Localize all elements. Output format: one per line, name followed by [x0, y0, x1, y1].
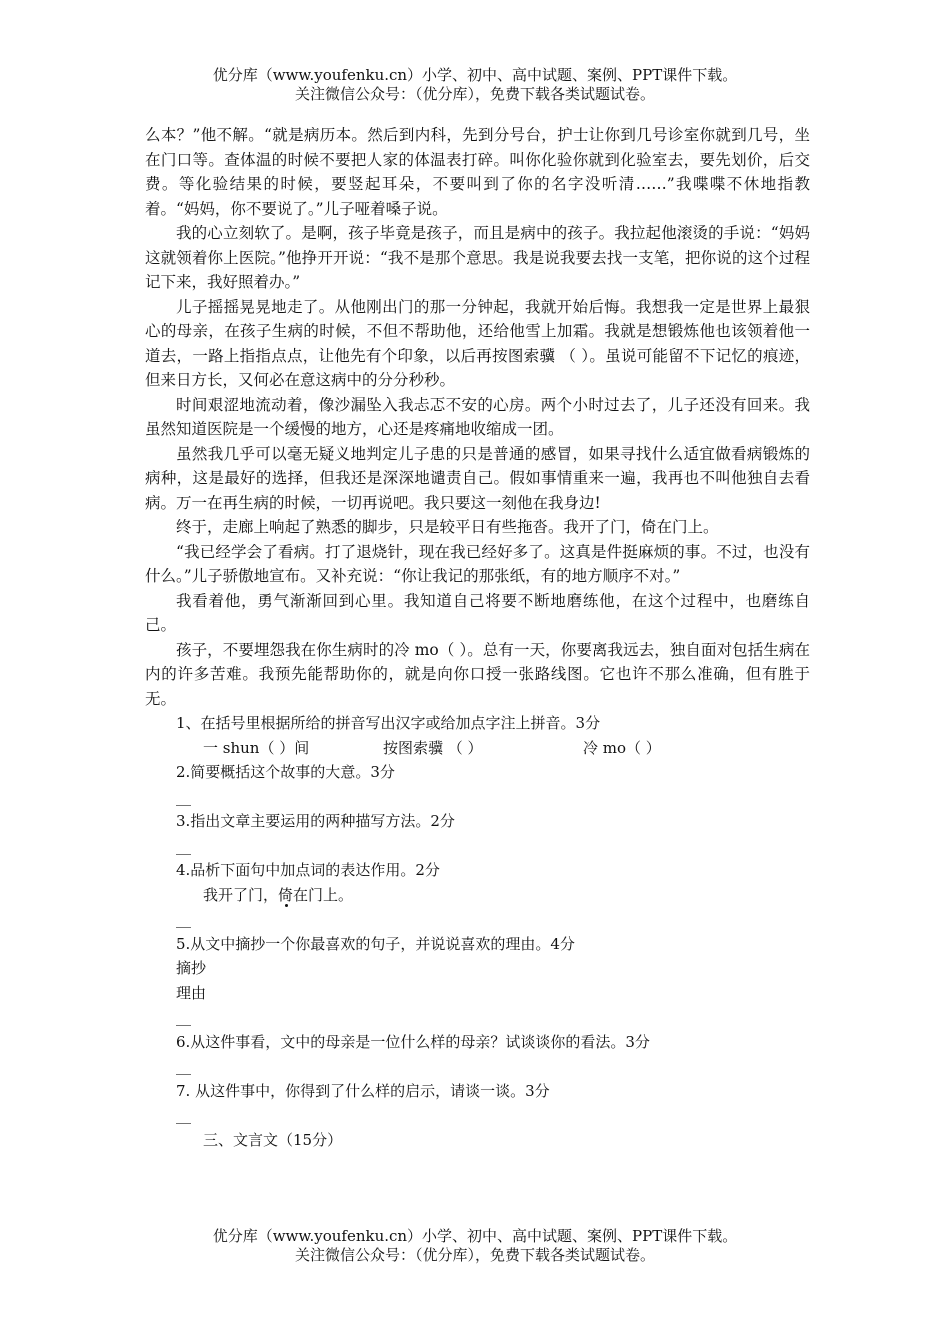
q1-item-shun: 一 shun（ ）间 — [203, 738, 310, 757]
q4-sentence-part: 我开了门， — [203, 885, 279, 904]
paragraph-7: “我已经学会了看病。打了退烧针，现在我已经好多了。这真是件挺麻烦的事。不过，也没有什么。”儿子骄傲地宣布。又补充说：“你让我记的那张纸，有的地方顺序不对。” — [145, 542, 810, 585]
answer-line: __ — [176, 910, 191, 928]
q1-item-ji: 按图索骥 （ ） — [383, 738, 483, 757]
footer-line-2: 关注微信公众号：（优分库），免费下载各类试题试卷。 — [294, 1246, 655, 1264]
paragraph-5: 虽然我几乎可以毫无疑义地判定儿子患的只是普通的感冒，如果寻找什么适宜做看病锻炼的病种，这是最好的选择，但我还是深深地谴责自己。假如事情重来一遍，我再也不叫他独自去看病。万一在再生病的时候，一切再说吧。我只要这一刻他在我身边! — [145, 444, 810, 512]
question-2: 2.简要概括这个故事的大意。3分 — [176, 763, 395, 781]
paragraph-2: 我的心立刻软了。是啊，孩子毕竟是孩子，而且是病中的孩子。我拉起他滚烫的手说：“妈妈这就领着你上医院。”他挣开开说：“我不是那个意思。我是说我要去找一支笔，把你说的这个过程记下来，我好照着办。” — [145, 224, 810, 291]
question-4-sentence — [145, 883, 810, 908]
section-3-heading: 三、文言文（15分） — [203, 1130, 343, 1149]
question-7: 7. 从这件事中，你得到了什么样的启示，请谈一谈。3分 — [176, 1081, 550, 1100]
q4-dotted-word: 倚 — [278, 885, 294, 904]
paragraph-4: 时间艰涩地流动着，像沙漏坠入我忐忑不安的心房。两个小时过去了，儿子还没有回来。我虽然知道医院是一个缓慢的地方，心还是疼痛地收缩成一团。 — [145, 395, 810, 438]
q1-item-mo: 冷 mo（ ） — [583, 738, 661, 757]
header-line-1: 优分库（www.youfenku.cn）小学、初中、高中试题、案例、PPT课件下载。 — [212, 66, 738, 84]
question-4: 4.品析下面句中加点词的表达作用。2分 — [176, 861, 440, 879]
answer-line: __ — [176, 787, 191, 806]
paragraph-1: 么本？”他不解。“就是病历本。然后到内科，先到分号台，护士让你到几号诊室你就到几号，坐在门口等。查体温的时候不要把人家的体温表打碎。叫你化验你就到化验室去，要先划价，后交费。等化验结果的时候，要竖起耳朵，不要叫到了你的名字没听清……”我喋喋不休地指教着。“妈妈，你不要说了。”儿子哑着嗓子说。 — [145, 126, 810, 218]
answer-line: __ — [176, 1057, 191, 1075]
question-5: 5.从文中摘抄一个你最喜欢的句子，并说说喜欢的理由。4分 — [176, 934, 575, 953]
answer-line: __ — [176, 1106, 191, 1124]
q4-sentence-part: 在门上。 — [293, 885, 354, 904]
question-1: 1、在括号里根据所给的拼音写出汉字或给加点字注上拼音。3分 — [176, 714, 601, 732]
page-header — [0, 66, 950, 104]
paragraph-9: 孩子，不要埋怨我在你生病时的冷 mo（ ）。总有一天，你要离我远去，独自面对包括生病在内的许多苦难。我预先能帮助你的，就是向你口授一张路线图。它也许不那么准确，但有胜于无。 — [145, 640, 810, 708]
paragraph-6: 终于，走廊上响起了熟悉的脚步，只是较平日有些拖沓。我开了门，倚在门上。 — [176, 518, 719, 536]
question-3: 3.指出文章主要运用的两种描写方法。2分 — [176, 812, 455, 830]
q5-reason-label: 理由 — [176, 983, 207, 1002]
header-line-2: 关注微信公众号：（优分库），免费下载各类试题试卷。 — [294, 85, 655, 103]
q5-excerpt-label: 摘抄 — [176, 959, 207, 977]
answer-line: __ — [176, 1008, 191, 1026]
footer-line-1: 优分库（www.youfenku.cn）小学、初中、高中试题、案例、PPT课件下载。 — [212, 1227, 738, 1245]
page-footer — [0, 1227, 950, 1265]
paragraph-3: 儿子摇摇晃晃地走了。从他刚出门的那一分钟起，我就开始后悔。我想我一定是世界上最狠心的母亲，在孩子生病的时候，不但不帮助他，还给他雪上加霜。我就是想锻炼他也该领着他一道去，一路上指指点点，让他先有个印象，以后再按图索骥 （ ）。虽说可能留不下记忆的痕迹，但来日方长，又何必在意这病中的分分秒秒。 — [145, 297, 810, 389]
document-body — [145, 123, 810, 1152]
answer-line: __ — [176, 836, 191, 855]
question-1-items — [145, 736, 810, 761]
paragraph-8: 我看着他，勇气渐渐回到心里。我知道自己将要不断地磨练他，在这个过程中，也磨练自己。 — [145, 591, 810, 634]
question-6: 6.从这件事看，文中的母亲是一位什么样的母亲？试谈谈你的看法。3分 — [176, 1032, 650, 1051]
